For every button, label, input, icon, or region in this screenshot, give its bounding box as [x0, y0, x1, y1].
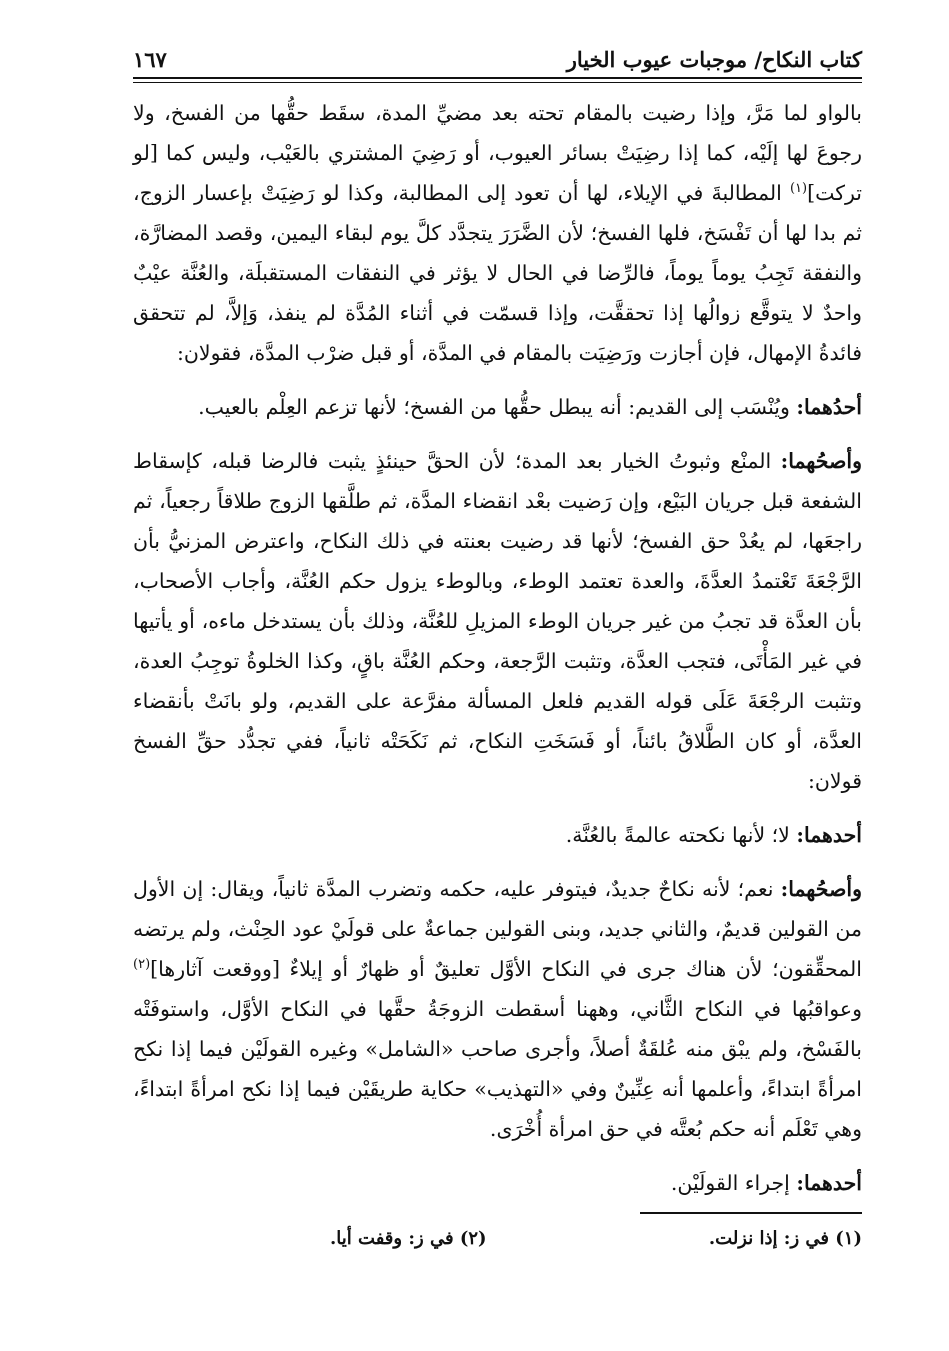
paragraph-1-text-a: بالواو لما مَرَّ، وإذا رضيت بالمقام تحته بعد مضيِّ المدة، سقَط حقُّها من الفسخ، ولا رجوعَ لها إلَيْه، كما إذا رضِيَتْ بسائر العيوب، أو رَضِيَ المشتري بالعَيْب، وليس كما [لو تركت] — [133, 101, 862, 205]
paragraph-4-text: لا؛ لأنها نكحته عالمةً بالعُنَّة. — [565, 823, 797, 847]
header-rule — [133, 77, 862, 83]
footnote-ref-2[interactable]: (٢) — [133, 957, 151, 973]
paragraph-3 — [133, 441, 862, 801]
paragraph-6-lead: أحدهما: — [796, 1171, 862, 1195]
paragraph-4-lead: أحدهما: — [796, 823, 862, 847]
paragraph-3-lead: وأصحُهما: — [780, 449, 862, 473]
footnotes — [330, 1228, 862, 1249]
paragraph-2-lead: أحدُهما: — [796, 395, 862, 419]
paragraph-5-text-b: وعواقبُها في النكاح الثَّاني، وههنا أسقطت الزوجَةُ حقَّها في النكاح الأوَّل، واستوفَتْه بالفَسْخ، ولم يبْق منه عُلقَةٌ أصلاً، وأجرى صاحب «الشامل» وغيره القولَيْن فيما إذا نكح امرأةً ابتداءً، وأعلمها أنه عِنِّينٌ وفي «التهذيب» حكاية طريقَيْن فيما إذا نكح امرأةً ابتداءً، وهي تَعْلَم أنه حكم بُعتَّه في حق امرأة أُخْرَى. — [133, 997, 862, 1141]
paragraph-3-text: المنْع وثبوتُ الخيار بعد المدة؛ لأن الحقَّ حينئذٍ يثبت فالرضا قبله، كإسقاط الشفعة قبل جريان البَيْع، وإن رَضيت بعْد انقضاء المدَّة، ثم طلَّقها الزوج طلاقاً رجعياً، ثم راجعَها، لم يعُدْ حق الفسخ؛ لأنها قد رضيت بعنته في ذلك النكاح، واعترض المزنيُّ بأن الرَّجْعَةَ تَعْتمدُ العدَّةَ، والعدة تعتمد الوطء، وبالوطء يزول حكم العُنَّة، وأجاب الأصحاب، بأن العدَّة قد تجبُ من غير جريان الوطء المزيلِ للعُنَّة، وذلك بأن يستدخل ماءه، أو يأتيها في غير المَأْتَى، فتجب العدَّة، وتثبت الرَّجعة، وحكم العُنَّة باقٍ، وكذا الخلوةُ توجِبُ العدة، وتثبت الرجْعَةَ عَلَى قوله القديم فلعل المسألة مفرَّعة على القديم، ولو بانَتْ بأنقضاء العدَّة، أو كان الطَّلاقُ بائناً، أو فَسَخَتِ النكاح، ثم نَكَحَتْه ثانياً، ففي تجدُّد حقِّ الفسخ قولان: — [133, 449, 862, 793]
running-head — [133, 38, 862, 72]
paragraph-6 — [133, 1163, 862, 1203]
footnote-rule — [640, 1212, 862, 1214]
paragraph-5 — [133, 869, 862, 1149]
paragraph-5-lead: وأصحُهما: — [780, 877, 862, 901]
page-number: ١٦٧ — [133, 47, 167, 72]
footnote-ref-1[interactable]: (١) — [789, 181, 808, 197]
paragraph-1-text-b: المطالبةَ في الإيلاء، لها أن تعود إلى المطالبة، وكذا لو رَضِيَتْ بإعسار الزوج، ثم بدا لها أن تَفْسَخ، فلها الفسخ؛ لأن الضَّرَرَ يتجدَّد كلَّ يوم لبقاء اليمين، وقصد المضارَّة، والنفقة تَجِبُ يوماً يوماً، فالرِّضا في الحال لا يؤثر في النفقات المستقبلَة، والعُنَّة عيْبٌ واحدٌ لا يتوقَّع زوالُها إذا تحققَّت، وإذا قسمّت في أثناء المُدَّة لم ينفذ، وَإلاَّ، لم تتحقق فائدةُ الإمهال، فإن أجازت ورَضِيَت بالمقام في المدَّة، أو قبل ضرْب المدَّة، فقولان: — [133, 181, 862, 365]
paragraph-4 — [133, 815, 862, 855]
paragraph-2 — [133, 387, 862, 427]
paragraph-6-text: إجراء القولَيْن. — [670, 1171, 797, 1195]
paragraph-5-text-a: نعم؛ لأنه نكاحٌ جديدٌ، فيتوفر عليه، حكمه وتضرب المدَّة ثانياً، ويقال: إن الأول من القولين قديمٌ، والثاني جديد، وبنى القولين جماعةٌ على قولَيْ عود الحِنْث، ولم يرتضه المحقِّقون؛ لأن هناك جرى في النكاح الأوَّل تعليقٌ أو ظهارٌ أو إيلاءٌ [ووقعت آثارها] — [133, 877, 862, 981]
body-text — [133, 93, 862, 1217]
footnote-2: (٢) في ز: وقفت أيا. — [330, 1228, 487, 1249]
running-title: كتاب النكاح/ موجبات عيوب الخيار — [566, 47, 862, 72]
paragraph-1 — [133, 93, 862, 373]
paragraph-2-text: ويُنْسَب إلى القديم: أنه يبطل حقُّها من الفسخ؛ لأنها تزعم العِلْم بالعيب. — [198, 395, 797, 419]
footnote-1: (١) في ز: إذا نزلت. — [708, 1228, 862, 1249]
